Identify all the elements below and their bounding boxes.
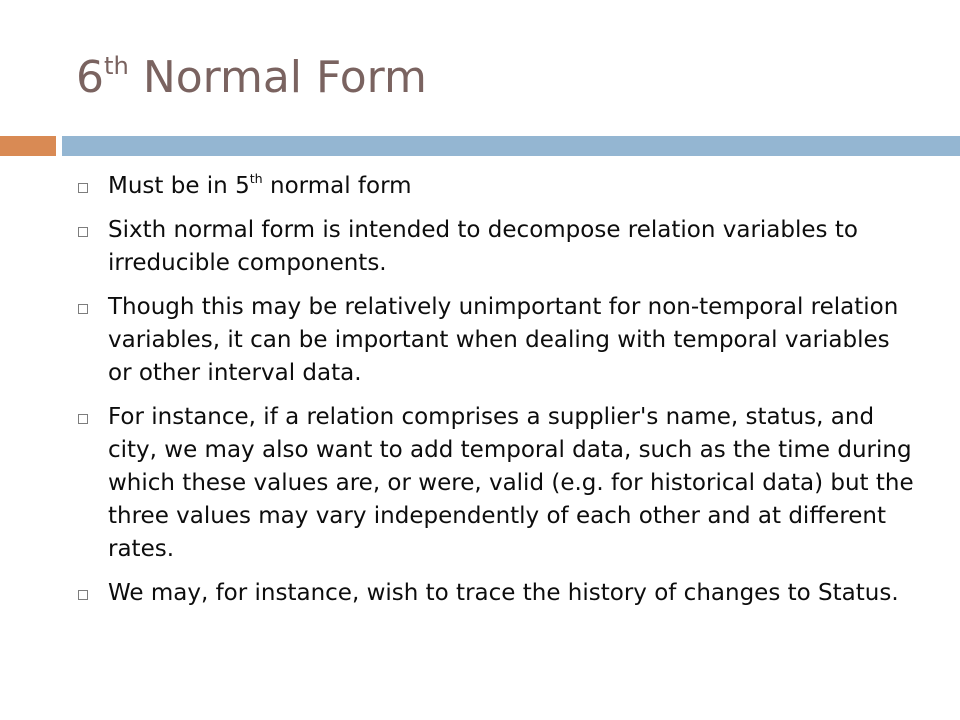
accent-bar-blue (62, 136, 960, 156)
title-number: 6 (76, 52, 104, 103)
title-text: Normal Form (128, 52, 427, 103)
bullet-text: For instance, if a relation comprises a supplier's name, status, and city, we may also want to add temporal data, such as the time during which these values are, or were, valid (e.g. for historical data) but the three values may vary independently of each other and at different rates. (108, 404, 914, 562)
accent-bar-orange (0, 136, 56, 156)
bullet-item (78, 401, 918, 566)
square-bullet-icon (78, 304, 88, 314)
bullet-item (78, 291, 918, 390)
bullet-superscript: th (249, 171, 263, 187)
bullet-text: Sixth normal form is intended to decompose relation variables to irreducible components. (108, 217, 858, 276)
title-superscript: th (104, 51, 129, 80)
slide-title (76, 38, 427, 118)
bullet-text: Though this may be relatively unimportant for non-temporal relation variables, it can be important when dealing with temporal variables or other interval data. (108, 294, 899, 386)
bullet-item (78, 170, 918, 203)
bullet-text: Must be in 5th normal form (108, 171, 412, 199)
square-bullet-icon (78, 227, 88, 237)
square-bullet-icon (78, 414, 88, 424)
bullet-list (78, 170, 918, 621)
square-bullet-icon (78, 183, 88, 193)
bullet-text: We may, for instance, wish to trace the history of changes to Status. (108, 580, 899, 606)
bullet-item (78, 214, 918, 280)
bullet-item (78, 577, 918, 610)
square-bullet-icon (78, 590, 88, 600)
